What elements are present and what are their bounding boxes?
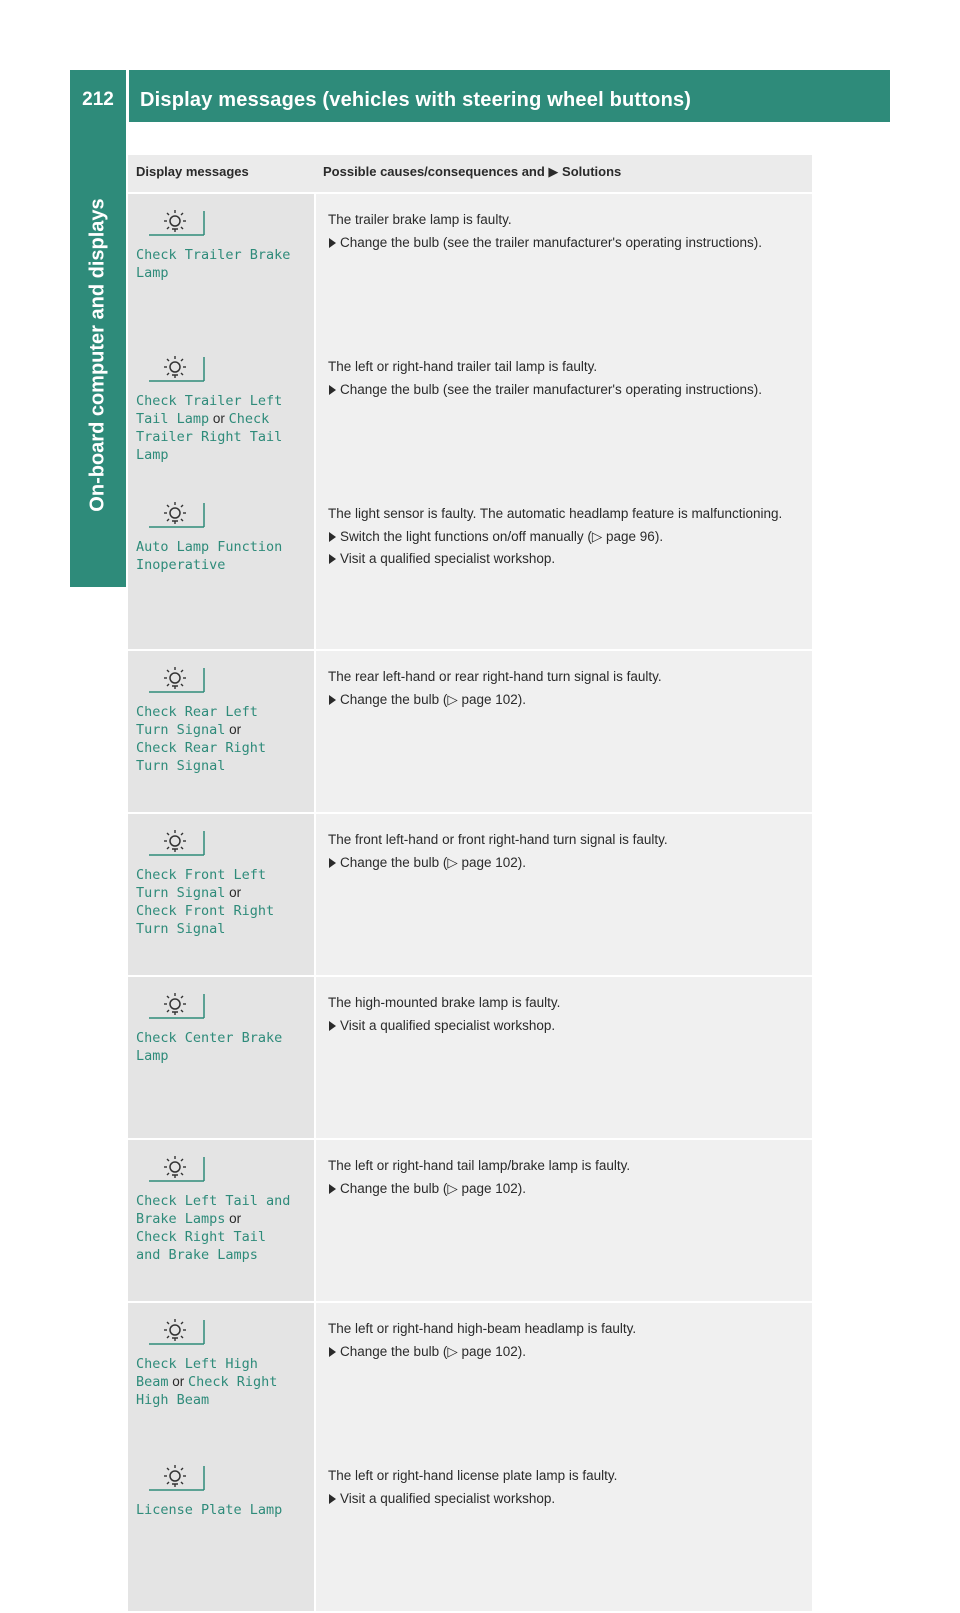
- bulb-ray: [167, 1173, 169, 1175]
- bulb-ray: [167, 833, 169, 835]
- cause-solution-cell: [328, 1140, 798, 1287]
- lamp-bulb-icon: [149, 1155, 229, 1182]
- display-message-cell: [136, 194, 314, 340]
- bulb-ray: [167, 505, 169, 507]
- message-text: Check: [228, 411, 270, 427]
- solutions-column: [316, 814, 812, 975]
- display-message-text: [136, 866, 314, 938]
- message-line: [136, 1029, 314, 1047]
- lamp-bulb-svg: [149, 501, 229, 528]
- lamp-bulb-svg: [149, 666, 229, 693]
- solution-step: Visit a qualified specialist workshop.: [328, 1016, 798, 1035]
- message-line: [136, 392, 314, 410]
- bulb-ray: [181, 1322, 183, 1324]
- bulb-glass: [170, 1325, 180, 1335]
- solution-step: Change the bulb (▷ page 102).: [328, 1179, 798, 1198]
- message-text: Trailer Right Tail: [136, 429, 283, 445]
- lamp-bulb-svg: [149, 1155, 229, 1182]
- cause-text: The high-mounted brake lamp is faulty.: [328, 995, 561, 1010]
- bulb-ray: [167, 996, 169, 998]
- bulb-ray: [181, 684, 183, 686]
- bulb-glass: [170, 999, 180, 1009]
- cause-solution-cell: [328, 977, 798, 1124]
- lamp-bulb-icon: [149, 666, 229, 693]
- message-line: [136, 556, 314, 574]
- bulb-ray: [167, 1468, 169, 1470]
- side-tab-label: On-board computer and displays: [86, 198, 109, 512]
- message-line: [136, 1047, 314, 1065]
- lamp-bulb-svg: [149, 1318, 229, 1345]
- solution-step: Change the bulb (see the trailer manufacturer's operating instructions).: [328, 233, 798, 252]
- message-text: Beam: [136, 1374, 169, 1390]
- solution-step: Change the bulb (▷ page 102).: [328, 690, 798, 709]
- display-message-text: [136, 1355, 314, 1409]
- message-line: [136, 428, 314, 446]
- lamp-bulb-svg: [149, 992, 229, 1019]
- message-line: [136, 1192, 314, 1210]
- connector-text: or: [168, 1374, 189, 1389]
- table-row-group: [128, 977, 812, 1140]
- lamp-bulb-icon: [149, 992, 229, 1019]
- message-text: Check Trailer Left: [136, 393, 283, 409]
- bulb-ray: [181, 1010, 183, 1012]
- bulb-ray: [181, 847, 183, 849]
- lamp-bulb-icon: [149, 1318, 229, 1345]
- display-message-text: [136, 1501, 314, 1519]
- message-text: Check Rear Right: [136, 740, 267, 756]
- bulb-glass: [170, 362, 180, 372]
- bulb-ray: [167, 213, 169, 215]
- solutions-column: [316, 194, 812, 649]
- bulb-ray: [181, 833, 183, 835]
- message-line: [136, 410, 314, 428]
- bulb-ray: [167, 1010, 169, 1012]
- message-text: Check Left Tail and: [136, 1193, 291, 1209]
- bulb-ray: [167, 373, 169, 375]
- cause-solution-cell: [328, 814, 798, 961]
- bulb-glass: [170, 1162, 180, 1172]
- message-text: Check Rear Left: [136, 704, 258, 720]
- table-body: [128, 194, 812, 1613]
- table-header: [128, 155, 812, 194]
- bulb-ray: [167, 1322, 169, 1324]
- connector-text: or: [225, 885, 242, 900]
- solutions-column: [316, 977, 812, 1138]
- message-line: [136, 884, 314, 902]
- display-message-column: [128, 1140, 314, 1301]
- lamp-bulb-icon: [149, 501, 229, 528]
- display-message-cell: [136, 340, 314, 486]
- cause-text: The left or right-hand high-beam headlamp is faulty.: [328, 1321, 637, 1336]
- table-row-group: [128, 1140, 812, 1303]
- message-text: Check Right: [188, 1374, 278, 1390]
- bulb-ray: [167, 1336, 169, 1338]
- lamp-bulb-icon: [149, 829, 229, 856]
- bulb-ray: [167, 847, 169, 849]
- display-message-cell: [136, 1449, 314, 1595]
- table-row-group: [128, 814, 812, 977]
- bulb-ray: [181, 670, 183, 672]
- display-message-column: [128, 1303, 314, 1611]
- message-line: [136, 866, 314, 884]
- display-message-column: [128, 194, 314, 649]
- bulb-ray: [181, 1173, 183, 1175]
- message-text: Check Left High: [136, 1356, 258, 1372]
- bulb-ray: [181, 1159, 183, 1161]
- cause-text: The rear left-hand or rear right-hand turn signal is faulty.: [328, 669, 662, 684]
- message-line: [136, 1210, 314, 1228]
- cause-solution-cell: [328, 488, 798, 635]
- message-text: License Plate Lamp: [136, 1502, 283, 1518]
- page-title: Display messages (vehicles with steering wheel buttons): [140, 89, 692, 111]
- cause-solution-cell: [328, 1450, 798, 1597]
- display-messages-table: [128, 155, 812, 1613]
- message-text: Lamp: [136, 265, 169, 281]
- bulb-ray: [181, 1482, 183, 1484]
- display-message-cell: [136, 1303, 314, 1449]
- bulb-glass: [170, 508, 180, 518]
- message-line: [136, 1246, 314, 1264]
- message-line: [136, 1228, 314, 1246]
- message-line: [136, 1355, 314, 1373]
- message-line: [136, 538, 314, 556]
- lamp-bulb-svg: [149, 355, 229, 382]
- message-text: Tail Lamp: [136, 411, 210, 427]
- message-line: [136, 757, 314, 775]
- bulb-ray: [181, 996, 183, 998]
- display-message-text: [136, 538, 314, 574]
- cause-solution-cell: [328, 341, 798, 488]
- solution-step: Change the bulb (see the trailer manufacturer's operating instructions).: [328, 380, 798, 399]
- col-header-display-messages: Display messages: [136, 164, 249, 179]
- bulb-ray: [181, 359, 183, 361]
- display-message-column: [128, 977, 314, 1138]
- solutions-column: [316, 1140, 812, 1301]
- cause-solution-cell: [328, 194, 798, 341]
- bulb-ray: [181, 519, 183, 521]
- bulb-ray: [167, 359, 169, 361]
- message-line: [136, 1501, 314, 1519]
- bulb-ray: [181, 213, 183, 215]
- cause-solution-cell: [328, 651, 798, 798]
- message-text: Check Center Brake: [136, 1030, 283, 1046]
- display-message-column: [128, 651, 314, 812]
- message-text: Turn Signal: [136, 722, 226, 738]
- table-row-group: [128, 651, 812, 814]
- message-text: Turn Signal: [136, 885, 226, 901]
- bulb-glass: [170, 216, 180, 226]
- bulb-glass: [170, 836, 180, 846]
- solution-step: Visit a qualified specialist workshop.: [328, 549, 798, 568]
- bulb-ray: [181, 1468, 183, 1470]
- display-message-cell: [136, 814, 314, 960]
- cause-text: The front left-hand or front right-hand turn signal is faulty.: [328, 832, 668, 847]
- bulb-ray: [167, 670, 169, 672]
- message-line: [136, 902, 314, 920]
- connector-text: or: [225, 722, 242, 737]
- message-line: [136, 703, 314, 721]
- message-text: Brake Lamps: [136, 1211, 226, 1227]
- message-text: Inoperative: [136, 557, 226, 573]
- display-message-column: [128, 814, 314, 975]
- display-message-text: [136, 703, 314, 775]
- bulb-ray: [167, 1482, 169, 1484]
- table-row-group: [128, 1303, 812, 1613]
- lamp-bulb-svg: [149, 829, 229, 856]
- display-message-cell: [136, 977, 314, 1123]
- solution-step: Visit a qualified specialist workshop.: [328, 1489, 798, 1508]
- message-text: Check Front Right: [136, 903, 275, 919]
- message-text: Lamp: [136, 1048, 169, 1064]
- display-message-text: [136, 392, 314, 464]
- lamp-bulb-svg: [149, 209, 229, 236]
- bulb-glass: [170, 673, 180, 683]
- cause-text: The left or right-hand tail lamp/brake lamp is faulty.: [328, 1158, 631, 1173]
- bulb-ray: [181, 373, 183, 375]
- display-message-cell: [136, 1140, 314, 1286]
- message-text: Check Right Tail: [136, 1229, 267, 1245]
- display-message-text: [136, 1192, 314, 1264]
- connector-text: or: [209, 411, 229, 426]
- bulb-ray: [167, 519, 169, 521]
- bulb-ray: [181, 505, 183, 507]
- message-line: [136, 721, 314, 739]
- cause-text: The trailer brake lamp is faulty.: [328, 212, 512, 227]
- connector-text: or: [225, 1211, 242, 1226]
- header-divider: [126, 70, 129, 122]
- lamp-bulb-icon: [149, 355, 229, 382]
- bulb-ray: [167, 227, 169, 229]
- message-line: [136, 739, 314, 757]
- message-text: and Brake Lamps: [136, 1247, 258, 1263]
- message-text: Lamp: [136, 447, 169, 463]
- cause-text: The light sensor is faulty. The automatic headlamp feature is malfunctioning.: [328, 506, 783, 521]
- solution-step: Switch the light functions on/off manually (▷ page 96).: [328, 527, 798, 546]
- message-text: Turn Signal: [136, 758, 226, 774]
- message-line: [136, 1373, 314, 1391]
- cause-text: The left or right-hand trailer tail lamp is faulty.: [328, 359, 598, 374]
- bulb-glass: [170, 1471, 180, 1481]
- bulb-ray: [167, 1159, 169, 1161]
- message-text: Check Trailer Brake: [136, 247, 291, 263]
- solution-step: Change the bulb (▷ page 102).: [328, 853, 798, 872]
- bulb-ray: [167, 684, 169, 686]
- bulb-ray: [181, 227, 183, 229]
- solutions-column: [316, 651, 812, 812]
- table-row-group: [128, 194, 812, 651]
- message-text: Auto Lamp Function: [136, 539, 283, 555]
- message-line: [136, 246, 314, 264]
- message-line: [136, 264, 314, 282]
- message-text: Turn Signal: [136, 921, 226, 937]
- cause-solution-cell: [328, 1303, 798, 1450]
- lamp-bulb-icon: [149, 1464, 229, 1491]
- solutions-column: [316, 1303, 812, 1611]
- message-line: [136, 920, 314, 938]
- message-text: Check Front Left: [136, 867, 267, 883]
- message-line: [136, 1391, 314, 1409]
- bulb-ray: [181, 1336, 183, 1338]
- display-message-cell: [136, 486, 314, 632]
- display-message-text: [136, 246, 314, 282]
- solution-step: Change the bulb (▷ page 102).: [328, 1342, 798, 1361]
- display-message-text: [136, 1029, 314, 1065]
- message-text: High Beam: [136, 1392, 210, 1408]
- page-number: 212: [82, 89, 114, 110]
- display-message-cell: [136, 651, 314, 797]
- lamp-bulb-icon: [149, 209, 229, 236]
- lamp-bulb-svg: [149, 1464, 229, 1491]
- col-header-causes-solutions: Possible causes/consequences and ▶ Solutions: [323, 164, 622, 179]
- cause-text: The left or right-hand license plate lamp is faulty.: [328, 1468, 618, 1483]
- message-line: [136, 446, 314, 464]
